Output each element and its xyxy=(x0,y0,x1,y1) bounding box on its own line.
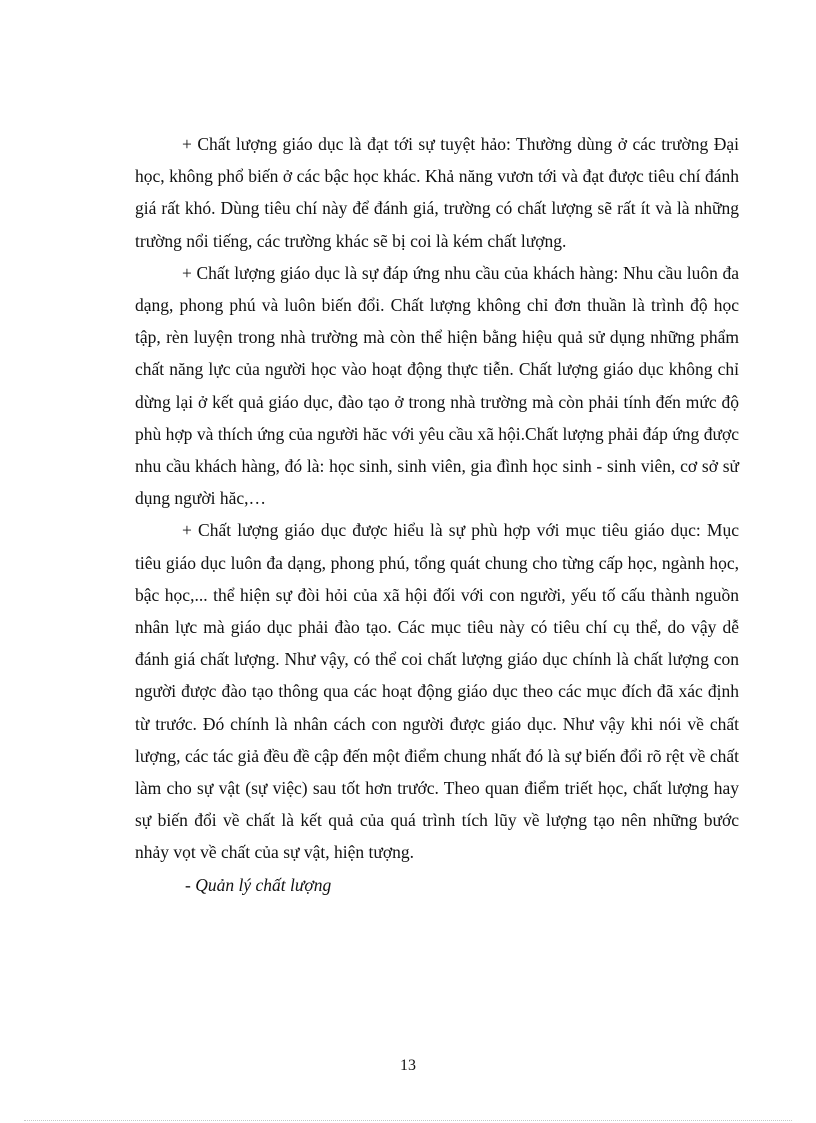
page-number: 13 xyxy=(400,1057,416,1074)
paragraph-customer-needs: + Chất lượng giáo dục là sự đáp ứng nhu cầu của khách hàng: Nhu cầu luôn đa dạng, phong phú và luôn biến đổi. Chất lượng không chỉ đơn thuần là trình độ học tập, rèn luyện trong nhà trường mà còn thể hiện bằng hiệu quả sử dụng những phẩm chất năng lực của người học vào hoạt động thực tiễn. Chất lượng giáo dục không chỉ dừng lại ở kết quả giáo dục, đào tạo ở trong nhà trường mà còn phải tính đến mức độ phù hợp và thích ứng của người hăc với yêu cầu xã hội.Chất lượng phải đáp ứng được nhu cầu khách hàng, đó là: học sinh, sinh viên, gia đình học sinh - sinh viên, cơ sở sử dụng người hăc,… xyxy=(135,262,739,509)
page-bottom-divider xyxy=(24,1120,792,1121)
page-content xyxy=(135,128,739,901)
paragraph-excellence: + Chất lượng giáo dục là đạt tới sự tuyệt hảo: Thường dùng ở các trường Đại học, không phổ biến ở các bậc học khác. Khả năng vươn tới và đạt được tiêu chí đánh giá rất khó. Dùng tiêu chí này để đánh giá, trường có chất lượng sẽ rất ít và là những trường nổi tiếng, các trường khác sẽ bị coi là kém chất lượng. xyxy=(135,134,739,251)
section-subheading: - Quản lý chất lượng xyxy=(185,874,332,895)
paragraph-objectives: + Chất lượng giáo dục được hiểu là sự phù hợp với mục tiêu giáo dục: Mục tiêu giáo dục luôn đa dạng, phong phú, tổng quát chung cho từng cấp học, ngành học, bậc học,... thể hiện sự đòi hỏi của xã hội đối với con người, yếu tố cấu thành nguồn nhân lực mà giáo dục phải đào tạo. Các mục tiêu này có tiêu chí cụ thể, do vậy dễ đánh giá chất lượng. Như vậy, có thể coi chất lượng giáo dục chính là chất lượng con người được đào tạo thông qua các hoạt động giáo dục theo các mục đích đã xác định từ trước. Đó chính là nhân cách con người được giáo dục. Như vậy khi nói về chất lượng, các tác giả đều đề cập đến một điểm chung nhất đó là sự biến đổi rõ rệt về chất làm cho sự vật (sự việc) sau tốt hơn trước. Theo quan điểm triết học, chất lượng hay sự biến đổi về chất là kết quả của quá trình tích lũy về lượng tạo nên những bước nhảy vọt về chất của sự vật, hiện tượng. xyxy=(135,520,739,863)
